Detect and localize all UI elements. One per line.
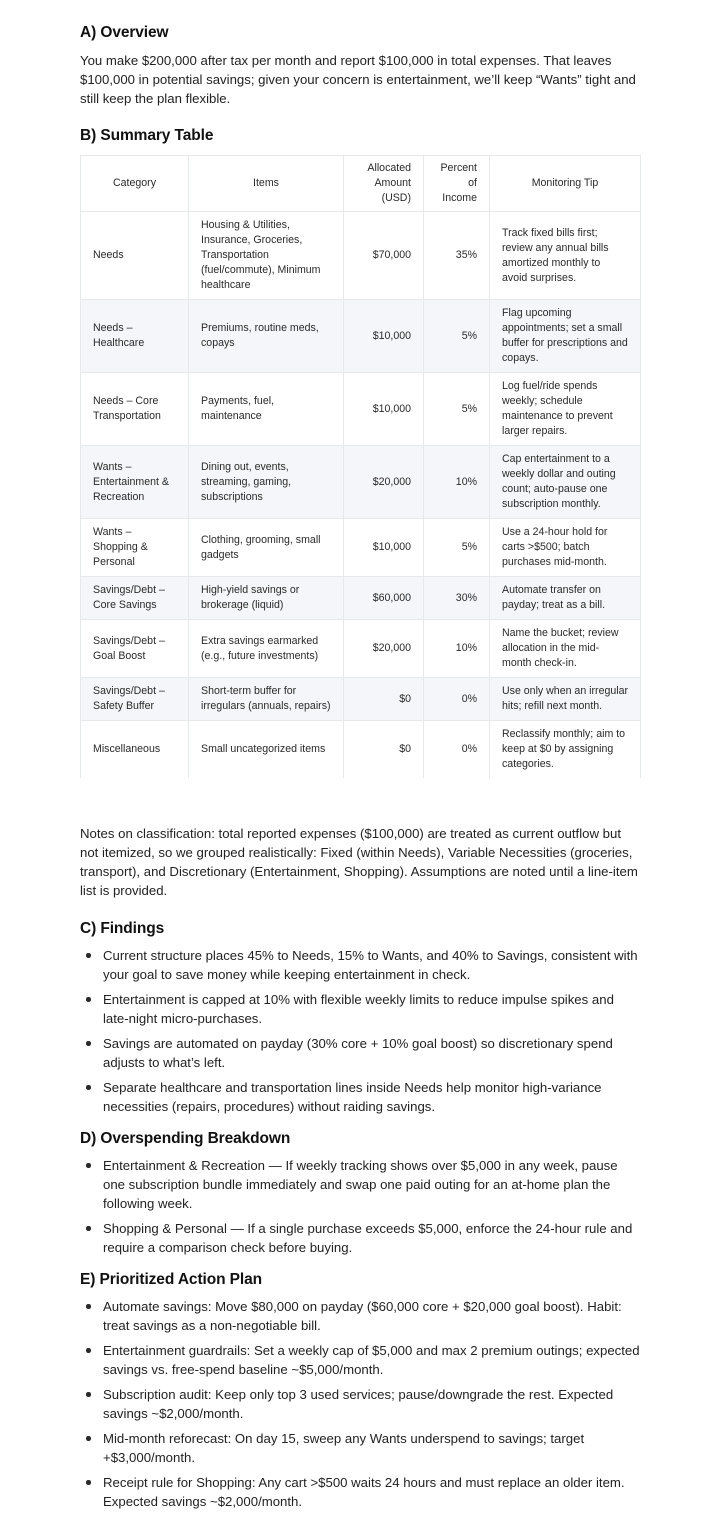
cell-percent: 10% bbox=[424, 446, 490, 519]
cell-tip: Use a 24-hour hold for carts >$500; batch purchases mid-month. bbox=[490, 519, 641, 577]
cell-tip: Reclassify monthly; aim to keep at $0 by assigning categories. bbox=[490, 721, 641, 779]
cell-amount: $70,000 bbox=[344, 212, 424, 300]
list-item: Automate savings: Move $80,000 on payday ($60,000 core + $20,000 goal boost). Habit: treat savings as a non-negotiable bill. bbox=[103, 1297, 640, 1335]
bullet-icon bbox=[86, 1085, 91, 1090]
cell-category: Needs – Healthcare bbox=[81, 300, 189, 373]
bullet-icon bbox=[86, 1041, 91, 1046]
list-item: Mid-month reforecast: On day 15, sweep any Wants underspend to savings; target +$3,000/month. bbox=[103, 1429, 640, 1467]
cell-tip: Track fixed bills first; review any annual bills amortized monthly to avoid surprises. bbox=[490, 212, 641, 300]
cell-tip: Log fuel/ride spends weekly; schedule maintenance to prevent larger repairs. bbox=[490, 373, 641, 446]
cell-percent: 10% bbox=[424, 620, 490, 678]
table-row bbox=[81, 446, 641, 519]
column-header-percent: Percent of Income bbox=[424, 156, 490, 212]
cell-amount: $20,000 bbox=[344, 446, 424, 519]
cell-tip: Name the bucket; review allocation in the mid-month check-in. bbox=[490, 620, 641, 678]
cell-items: Dining out, events, streaming, gaming, subscriptions bbox=[189, 446, 344, 519]
cell-items: Payments, fuel, maintenance bbox=[189, 373, 344, 446]
cell-items: Small uncategorized items bbox=[189, 721, 344, 779]
summary-table-heading: B) Summary Table bbox=[80, 127, 214, 144]
overview-heading: A) Overview bbox=[80, 24, 169, 41]
list-item: Entertainment guardrails: Set a weekly cap of $5,000 and max 2 premium outings; expected savings vs. free-spend baseline ~$5,000/month. bbox=[103, 1341, 640, 1379]
column-header-amount: Allocated Amount (USD) bbox=[344, 156, 424, 212]
cell-amount: $0 bbox=[344, 721, 424, 779]
bullet-icon bbox=[86, 1163, 91, 1168]
cell-amount: $10,000 bbox=[344, 300, 424, 373]
cell-percent: 5% bbox=[424, 300, 490, 373]
list-item: Current structure places 45% to Needs, 15% to Wants, and 40% to Savings, consistent with your goal to save money while keeping entertainment in check. bbox=[103, 946, 640, 984]
list-item: Entertainment & Recreation — If weekly tracking shows over $5,000 in any week, pause one subscription bundle immediately and swap one paid outing for an at-home plan the following week. bbox=[103, 1156, 640, 1213]
cell-items: Extra savings earmarked (e.g., future investments) bbox=[189, 620, 344, 678]
bullet-icon bbox=[86, 1348, 91, 1353]
table-row bbox=[81, 519, 641, 577]
column-header-items: Items bbox=[189, 156, 344, 212]
cell-category: Needs – Core Transportation bbox=[81, 373, 189, 446]
overspending-heading: D) Overspending Breakdown bbox=[80, 1130, 291, 1147]
list-item: Separate healthcare and transportation lines inside Needs help monitor high-variance necessities (repairs, procedures) without raiding savings. bbox=[103, 1078, 640, 1116]
table-row bbox=[81, 373, 641, 446]
list-item: Subscription audit: Keep only top 3 used services; pause/downgrade the rest. Expected savings ~$2,000/month. bbox=[103, 1385, 640, 1423]
column-header-tip: Monitoring Tip bbox=[490, 156, 641, 212]
bullet-icon bbox=[86, 1226, 91, 1231]
list-item: Shopping & Personal — If a single purchase exceeds $5,000, enforce the 24-hour rule and require a comparison check before buying. bbox=[103, 1219, 640, 1257]
cell-category: Needs bbox=[81, 212, 189, 300]
bullet-icon bbox=[86, 997, 91, 1002]
cell-amount: $0 bbox=[344, 678, 424, 721]
bullet-icon bbox=[86, 1480, 91, 1485]
column-header-category: Category bbox=[81, 156, 189, 212]
classification-notes: Notes on classification: total reported expenses ($100,000) are treated as current outflow but not itemized, so we grouped realistically: Fixed (within Needs), Variable Necessities (groceries, transport), and Discretionary (Entertainment, Shopping). Assumptions are noted until a line-item list is provided. bbox=[80, 826, 638, 898]
cell-tip: Flag upcoming appointments; set a small buffer for prescriptions and copays. bbox=[490, 300, 641, 373]
cell-items: Clothing, grooming, small gadgets bbox=[189, 519, 344, 577]
findings-heading: C) Findings bbox=[80, 920, 165, 937]
cell-percent: 35% bbox=[424, 212, 490, 300]
bullet-icon bbox=[86, 1304, 91, 1309]
overview-paragraph: You make $200,000 after tax per month and report $100,000 in total expenses. That leaves $100,000 in potential savings; given your concern is entertainment, we’ll keep “Wants” tight and still keep the plan flexible. bbox=[80, 53, 636, 106]
cell-items: Short-term buffer for irregulars (annuals, repairs) bbox=[189, 678, 344, 721]
cell-percent: 5% bbox=[424, 373, 490, 446]
overspending-list bbox=[80, 1156, 640, 1257]
cell-items: Premiums, routine meds, copays bbox=[189, 300, 344, 373]
cell-amount: $60,000 bbox=[344, 577, 424, 620]
cell-items: High-yield savings or brokerage (liquid) bbox=[189, 577, 344, 620]
action-plan-list bbox=[80, 1297, 640, 1511]
list-item: Savings are automated on payday (30% core + 10% goal boost) so discretionary spend adjusts to what’s left. bbox=[103, 1034, 640, 1072]
table-header-row bbox=[81, 156, 641, 212]
findings-list bbox=[80, 946, 640, 1116]
cell-category: Savings/Debt – Goal Boost bbox=[81, 620, 189, 678]
cell-percent: 5% bbox=[424, 519, 490, 577]
table-row bbox=[81, 721, 641, 779]
bullet-icon bbox=[86, 1436, 91, 1441]
bullet-icon bbox=[86, 953, 91, 958]
table-row bbox=[81, 620, 641, 678]
cell-category: Wants – Shopping & Personal bbox=[81, 519, 189, 577]
cell-amount: $20,000 bbox=[344, 620, 424, 678]
bullet-icon bbox=[86, 1392, 91, 1397]
cell-tip: Use only when an irregular hits; refill next month. bbox=[490, 678, 641, 721]
table-row bbox=[81, 577, 641, 620]
cell-items: Housing & Utilities, Insurance, Groceries, Transportation (fuel/commute), Minimum healthcare bbox=[189, 212, 344, 300]
cell-percent: 0% bbox=[424, 678, 490, 721]
cell-percent: 30% bbox=[424, 577, 490, 620]
summary-table bbox=[80, 155, 641, 778]
cell-category: Savings/Debt – Safety Buffer bbox=[81, 678, 189, 721]
table-row bbox=[81, 300, 641, 373]
cell-tip: Automate transfer on payday; treat as a bill. bbox=[490, 577, 641, 620]
cell-amount: $10,000 bbox=[344, 373, 424, 446]
table-row bbox=[81, 212, 641, 300]
cell-percent: 0% bbox=[424, 721, 490, 779]
cell-category: Wants – Entertainment & Recreation bbox=[81, 446, 189, 519]
cell-amount: $10,000 bbox=[344, 519, 424, 577]
action-plan-heading: E) Prioritized Action Plan bbox=[80, 1271, 262, 1288]
cell-category: Savings/Debt – Core Savings bbox=[81, 577, 189, 620]
cell-category: Miscellaneous bbox=[81, 721, 189, 779]
table-row bbox=[81, 678, 641, 721]
list-item: Receipt rule for Shopping: Any cart >$500 waits 24 hours and must replace an older item. Expected savings ~$2,000/month. bbox=[103, 1473, 640, 1511]
list-item: Entertainment is capped at 10% with flexible weekly limits to reduce impulse spikes and late-night micro-purchases. bbox=[103, 990, 640, 1028]
cell-tip: Cap entertainment to a weekly dollar and outing count; auto-pause one subscription monthly. bbox=[490, 446, 641, 519]
